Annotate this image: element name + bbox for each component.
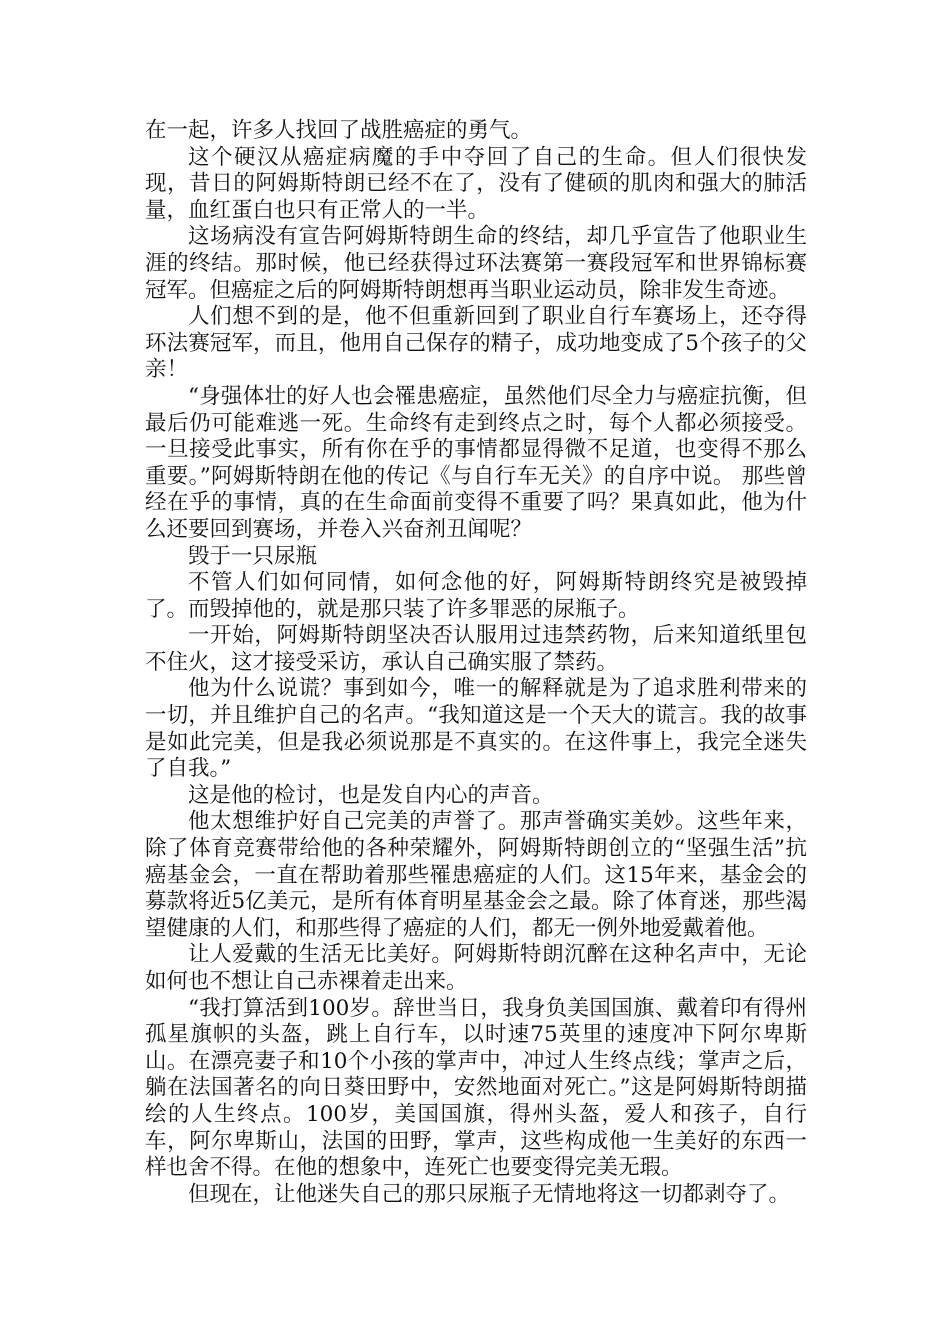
paragraph: “身强体壮的好人也会罹患癌症，虽然他们尽全力与癌症抗衡，但最后仍可能难逃一死。生命终有走到终点之时，每个人都必须接受。一旦接受此事实，所有你在乎的事情都显得微不足道，也变得不那么重要。”阿姆斯特朗在他的传记《与自行车无关》的自序中说。 那些曾经在乎的事情，真的在生命面前变得不重要了吗？果真如此，他为什么还要回到赛场，并卷入兴奋剂丑闻呢？: [145, 383, 807, 542]
document-body: [145, 118, 807, 1208]
paragraph: 但现在，让他迷失自己的那只尿瓶子无情地将这一切都剥夺了。: [188, 1181, 791, 1207]
paragraph: 这个硬汉从癌症病魔的手中夺回了自己的生命。但人们很快发现，昔日的阿姆斯特朗已经不在了，没有了健硕的肌肉和强大的肺活量，血红蛋白也只有正常人的一半。: [145, 144, 807, 223]
paragraph: “我打算活到100岁。辞世当日，我身负美国国旗、戴着印有得州孤星旗帜的头盔，跳上自行车，以时速75英里的速度冲下阿尔卑斯山。在漂亮妻子和10个小孩的掌声中，冲过人生终点线；掌声之后，躺在法国著名的向日葵田野中，安然地面对死亡。”这是阿姆斯特朗描绘的人生终点。100岁，美国国旗，得州头盔，爱人和孩子，自行车，阿尔卑斯山，法国的田野，掌声，这些构成他一生美好的东西一样也舍不得。在他的想象中，连死亡也要变得完美无瑕。: [145, 995, 807, 1181]
paragraph: 不管人们如何同情，如何念他的好，阿姆斯特朗终究是被毁掉了。而毁掉他的，就是那只装了许多罪恶的尿瓶子。: [145, 570, 807, 622]
paragraph: 这是他的检讨，也是发自内心的声音。: [188, 782, 554, 808]
paragraph: 让人爱戴的生活无比美好。阿姆斯特朗沉醉在这种名声中，无论如何也不想让自己赤裸着走出来。: [145, 942, 807, 994]
section-heading: 毁于一只尿瓶: [188, 543, 318, 569]
paragraph: 在一起，许多人找回了战胜癌症的勇气。: [145, 118, 533, 143]
paragraph: 这场病没有宣告阿姆斯特朗生命的终结，却几乎宣告了他职业生涯的终结。那时候，他已经获得过环法赛第一赛段冠军和世界锦标赛冠军。但癌症之后的阿姆斯特朗想再当职业运动员，除非发生奇迹。: [145, 224, 807, 303]
paragraph: 他太想维护好自己完美的声誉了。那声誉确实美妙。这些年来，除了体育竞赛带给他的各种荣耀外，阿姆斯特朗创立的“坚强生活”抗癌基金会，一直在帮助着那些罹患癌症的人们。这15年来，基金会的募款将近5亿美元，是所有体育明星基金会之最。除了体育迷，那些渴望健康的人们，和那些得了癌症的人们，都无一例外地爱戴着他。: [145, 809, 807, 941]
paragraph: 人们想不到的是，他不但重新回到了职业自行车赛场上，还夺得环法赛冠军，而且，他用自己保存的精子，成功地变成了5个孩子的父亲！: [145, 304, 807, 383]
paragraph: 他为什么说谎？事到如今，唯一的解释就是为了追求胜利带来的一切，并且维护自己的名声。“我知道这是一个天大的谎言。我的故事是如此完美，但是我必须说那是不真实的。在这件事上，我完全迷失了自我。”: [145, 676, 807, 782]
paragraph: 一开始，阿姆斯特朗坚决否认服用过违禁药物，后来知道纸里包不住火，这才接受采访，承认自己确实服了禁药。: [145, 623, 807, 675]
